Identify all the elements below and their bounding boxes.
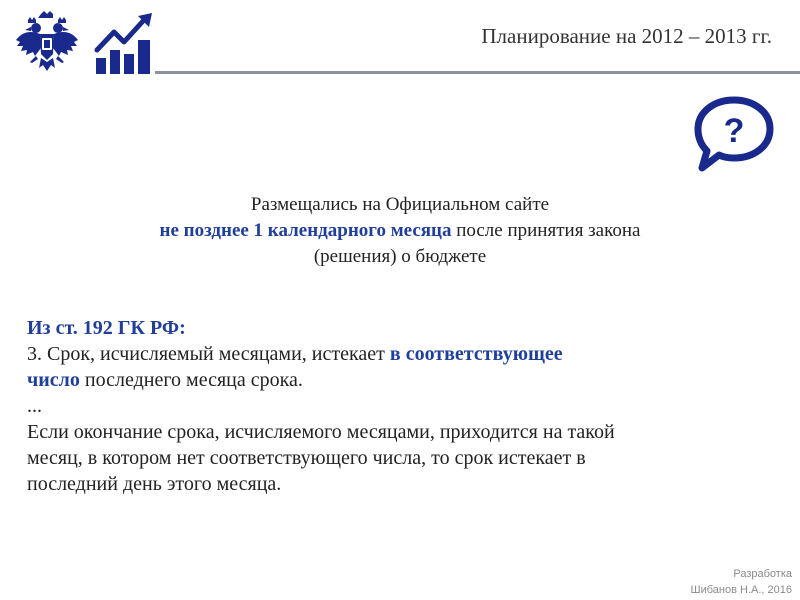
law-paragraph-1-line-1	[27, 341, 767, 367]
law-excerpt	[27, 315, 767, 497]
intro-text	[40, 192, 760, 270]
footer-line-2: Шибанов Н.А., 2016	[690, 584, 792, 596]
law-paragraph-2-line-1: Если окончание срока, исчисляемого месяцами, приходится на такой	[27, 421, 615, 443]
question-mark: ?	[723, 112, 745, 150]
law-p1-highlight-1: в соответствующее	[389, 343, 563, 365]
intro-line-3: (решения) о бюджете	[313, 246, 487, 267]
intro-line-1: Размещались на Официальном сайте	[250, 194, 550, 215]
law-p1-suffix: последнего месяца срока.	[79, 369, 303, 391]
page-title: Планирование на 2012 – 2013 гг.	[481, 24, 772, 48]
question-bubble-icon	[692, 96, 776, 172]
law-paragraph-2-line-2: месяц, в котором нет соответствующего числа, то срок истекает в	[27, 447, 586, 469]
growth-chart-icon	[94, 12, 154, 74]
footer-line-1: Разработка	[733, 568, 792, 580]
intro-line-2-rest: после принятия закона	[451, 220, 641, 241]
header-divider	[155, 71, 800, 74]
law-ellipsis: ...	[27, 395, 42, 417]
intro-highlight: не позднее 1 календарного месяца	[159, 220, 452, 241]
law-p1-prefix: 3. Срок, исчисляемый месяцами, истекает	[27, 343, 390, 365]
intro-line-2	[40, 218, 760, 244]
law-paragraph-1-line-2	[27, 367, 767, 393]
law-p1-highlight-2: число	[27, 369, 80, 391]
coat-of-arms-icon	[14, 10, 80, 76]
law-paragraph-2-line-3: последний день этого месяца.	[27, 473, 282, 495]
law-heading: Из ст. 192 ГК РФ:	[27, 317, 186, 339]
author-footer	[691, 566, 792, 598]
